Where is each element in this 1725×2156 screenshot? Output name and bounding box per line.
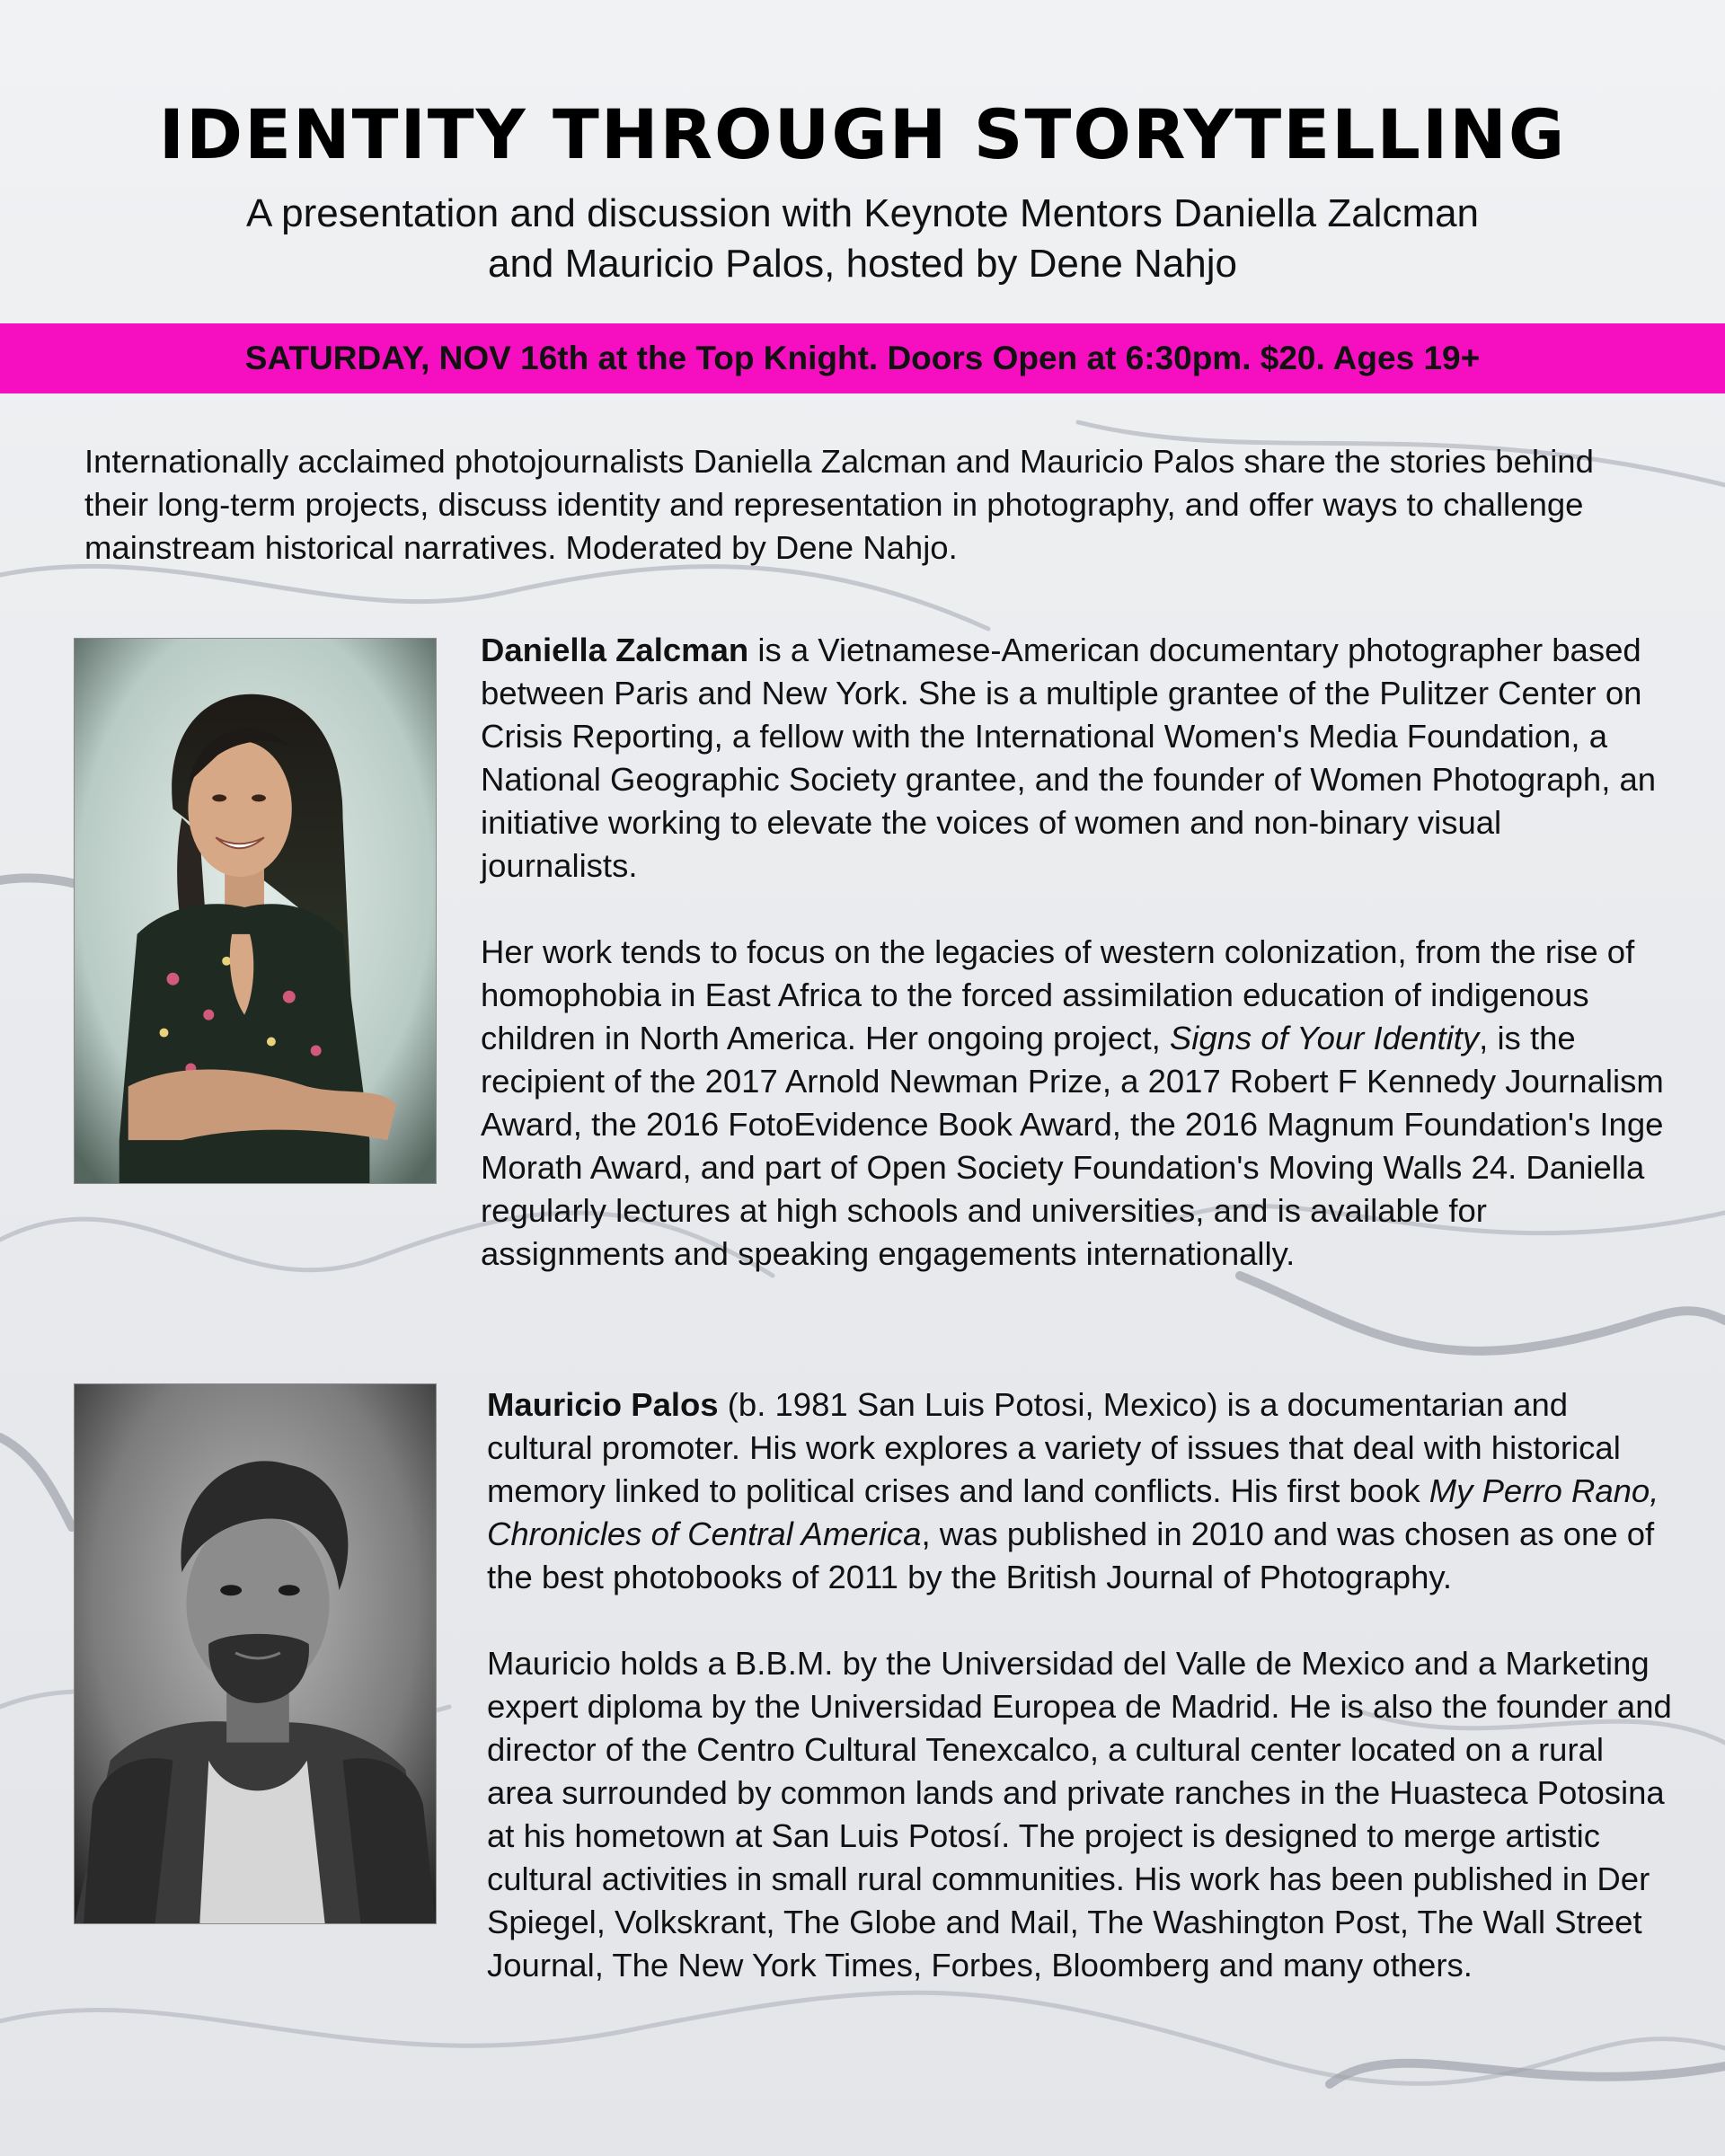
intro-paragraph: Internationally acclaimed photojournalists Daniella Zalcman and Mauricio Palos share the stories behind their long-term projects, discuss identity and representation in photography, and offer ways to challenge mainstream historical narratives. Moderated by Dene Nahjo. [84,443,1594,566]
daniella-portrait-photo [74,638,437,1184]
mauricio-portrait-image [75,1384,436,1923]
daniella-bio-text-2a: Her work tends to focus on the legacies of western colonization, from the rise of homophobia in East Africa to the forced assimilation education of indigenous children in North America. Her ongoing project, [481,933,1635,1056]
mauricio-name: Mauricio Palos [487,1386,719,1423]
book-title: My Perro Rano, Chronicles of Central America [487,1472,1659,1552]
daniella-bio-text-1: is a Vietnamese-American documentary photographer based between Paris and New York. She is a multiple grantee of the Pulitzer Center on Crisis Reporting, a fellow with the International Women's Media Foundation, a National Geographic Society grantee, and the founder of Women Photograph, an initiative working to elevate the voices of women and non-binary visual journalists. [481,632,1657,884]
subtitle-line-1: A presentation and discussion with Keynote Mentors Daniella Zalcman [245,191,1480,235]
daniella-name: Daniella Zalcman [481,632,749,668]
project-title: Signs of Your Identity [1169,1020,1480,1056]
flyer-subtitle [180,189,1545,289]
mauricio-portrait-photo [74,1383,437,1924]
flyer-title: IDENTITY THROUGH STORYTELLING [158,94,1567,174]
mauricio-bio-text-1a: (b. 1981 San Luis Potosi, Mexico) is a documentarian and cultural promoter. His work explores a variety of issues that deal with historical memory linked to political crises and land conflicts. His first book [487,1386,1621,1509]
event-details-banner [0,323,1725,393]
daniella-bio [481,629,1667,1276]
daniella-bio-text-2b: , is the recipient of the 2017 Arnold Newman Prize, a 2017 Robert F Kennedy Journalism Award, the 2016 FotoEvidence Book Award, the 2016 Magnum Foundation's Inge Morath Award, and part of Open Society Foundation's Moving Walls 24. Daniella regularly lectures at high schools and universities, and is available for assignments and speaking engagements internationally. [481,1020,1664,1272]
daniella-portrait-image [75,639,436,1183]
mauricio-bio-paragraph-1 [487,1383,1673,1599]
daniella-bio-paragraph-2 [481,931,1667,1276]
subtitle-line-2: and Mauricio Palos, hosted by Dene Nahjo [487,242,1238,286]
mauricio-bio-paragraph-2: Mauricio holds a B.B.M. by the Universidad del Valle de Mexico and a Marketing expert diploma by the Universidad Europea de Madrid. He is also the founder and director of the Centro Cultural Tenexcalco, a cultural center located on a rural area surrounded by common lands and private ranches in the Huasteca Potosina at his hometown at San Luis Potosí. The project is designed to merge artistic cultural activities in small rural communities. His work has been published in Der Spiegel, Volkskrant, The Globe and Mail, The Washington Post, The Wall Street Journal, The New York Times, Forbes, Bloomberg and many others. [487,1645,1672,1984]
event-details-text: SATURDAY, NOV 16th at the Top Knight. Doors Open at 6:30pm. $20. Ages 19+ [244,340,1481,376]
mauricio-bio-text-1b: , was published in 2010 and was chosen as one of the best photobooks of 2011 by the British Journal of Photography. [487,1515,1655,1595]
mauricio-bio [487,1383,1673,1987]
daniella-bio-paragraph-1 [481,629,1667,888]
